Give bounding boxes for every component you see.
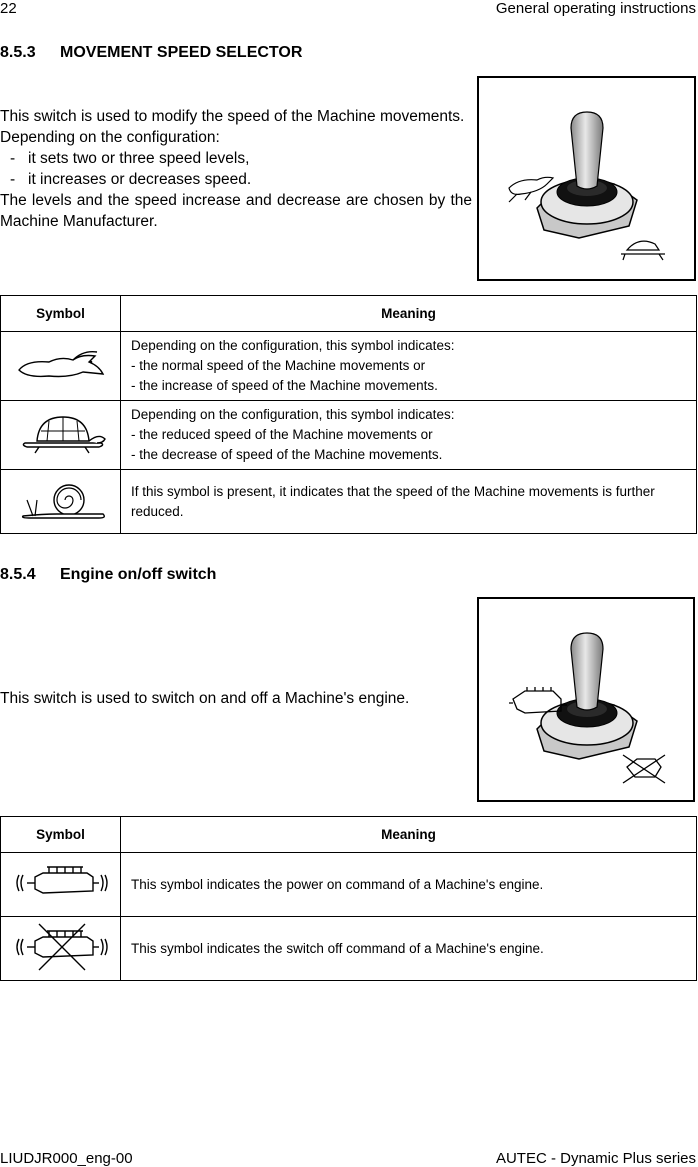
symbol-cell: [1, 917, 121, 981]
engine-on-icon: [13, 863, 109, 903]
footer-doc-code: LIUDJR000_eng-00: [0, 1150, 133, 1167]
bullet-text: it increases or decreases speed.: [28, 171, 252, 188]
bullet-item: - it increases or decreases speed.: [10, 171, 252, 188]
meaning-line: - the increase of speed of the Machine movements.: [131, 378, 438, 393]
intro-paragraph: This switch is used to modify the speed of the Machine movements.: [0, 108, 465, 125]
table-header-row: [1, 296, 697, 332]
turtle-icon: [13, 411, 109, 457]
symbol-cell: [1, 332, 121, 401]
page-number: 22: [0, 0, 17, 17]
header-title: General operating instructions: [495, 0, 696, 17]
section-heading-speed-selector: [0, 44, 302, 62]
bullet-item: - it sets two or three speed levels,: [10, 150, 250, 167]
meaning-line: Depending on the configuration, this symbol indicates:: [131, 407, 455, 422]
meaning-line: Depending on the configuration, this symbol indicates:: [131, 338, 455, 353]
engine-switch-figure: [477, 597, 695, 802]
table-row: [1, 401, 697, 470]
section-body-speed-selector: [0, 106, 472, 232]
speed-symbol-table: [0, 295, 697, 534]
section-heading-engine-switch: [0, 566, 216, 584]
engine-symbol-table: [0, 816, 697, 981]
meaning-line: If this symbol is present, it indicates that the speed of the Machine movements is further reduced.: [131, 483, 655, 519]
snail-icon: [13, 478, 109, 522]
section-title: MOVEMENT SPEED SELECTOR: [60, 44, 303, 61]
meaning-line: - the decrease of speed of the Machine movements.: [131, 447, 443, 462]
config-label: Depending on the configuration:: [0, 129, 220, 146]
column-header-meaning: Meaning: [121, 296, 697, 332]
meaning-cell: [121, 470, 697, 534]
symbol-cell: [1, 470, 121, 534]
section-title: Engine on/off switch: [60, 566, 217, 583]
table-header-row: [1, 817, 697, 853]
meaning-cell: This symbol indicates the power on command of a Machine's engine.: [121, 853, 697, 917]
engine-off-icon: [623, 755, 665, 783]
bullet-text: it sets two or three speed levels,: [28, 150, 250, 167]
footer-series: AUTEC - Dynamic Plus series: [495, 1150, 696, 1167]
meaning-cell: This symbol indicates the switch off command of a Machine's engine.: [121, 917, 697, 981]
turtle-icon: [621, 241, 665, 260]
table-row: [1, 332, 697, 401]
speed-selector-figure: [477, 76, 696, 281]
table-row: [1, 853, 697, 917]
column-header-symbol: Symbol: [1, 296, 121, 332]
section-number: 8.5.4: [0, 566, 36, 583]
meaning-cell: [121, 332, 697, 401]
table-row: [1, 470, 697, 534]
meaning-line: - the normal speed of the Machine movements or: [131, 358, 426, 373]
meaning-line: - the reduced speed of the Machine movements or: [131, 427, 433, 442]
column-header-meaning: Meaning: [121, 817, 697, 853]
engine-off-icon: [13, 922, 109, 972]
table-row: [1, 917, 697, 981]
joystick-engine-illustration: [479, 599, 693, 800]
closing-paragraph: The levels and the speed increase and decrease are chosen by the Machine Manufacturer.: [0, 192, 472, 230]
symbol-cell: [1, 401, 121, 470]
symbol-cell: [1, 853, 121, 917]
engine-intro-paragraph: This switch is used to switch on and off a Machine's engine.: [0, 690, 410, 707]
section-number: 8.5.3: [0, 44, 36, 61]
meaning-cell: [121, 401, 697, 470]
joystick-speed-illustration: [479, 78, 694, 279]
column-header-symbol: Symbol: [1, 817, 121, 853]
rabbit-icon: [13, 348, 109, 382]
